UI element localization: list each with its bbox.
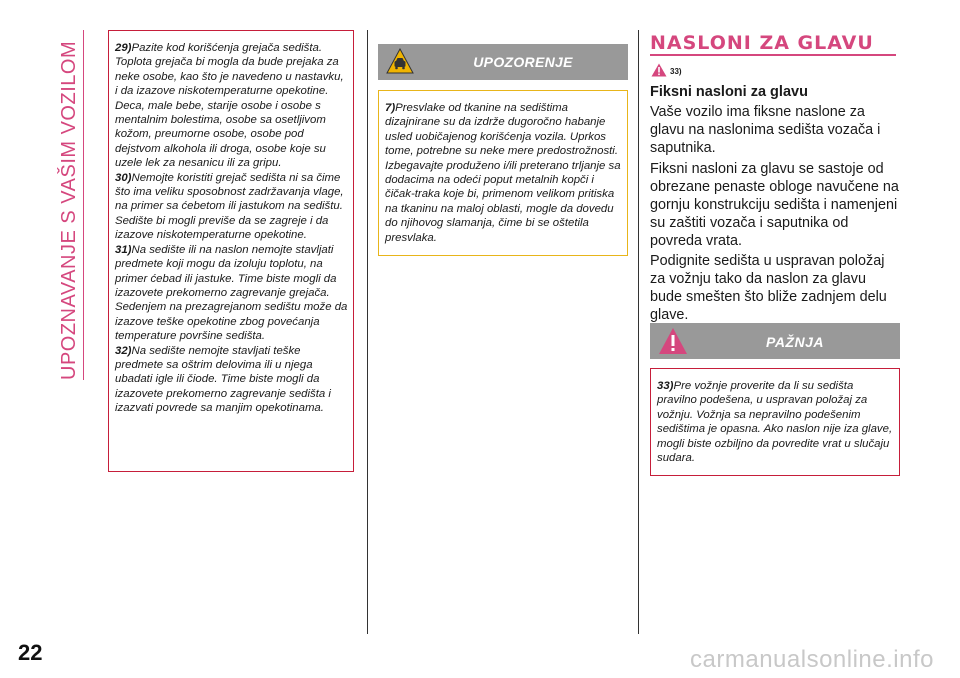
section-paragraph-1: Vaše vozilo ima fiksne naslone za glavu na naslonima sedišta vozača i saputnika. [650, 104, 881, 156]
page-number: 22 [18, 640, 43, 665]
note-32: 32)Na sedište nemojte stavljati teške predmete sa oštrim delovima ili u njega ubadati igle ili čiode. Time biste mogli da izazovete prekomerno zagrevanje sedišta i izazvati povrede sa manjim opekotinama. [115, 344, 331, 415]
section-paragraph-2: Fiksni nasloni za glavu se sastoje od obrezane penaste obloge navučene na gornju konstrukciju sedišta i namenjeni su zaštiti vozača i saputnika od povreda vrata. [650, 161, 899, 249]
warning-text: 7)Presvlake od tkanine na sedištima dizajnirane su da izdrže dugoročno habanje usled uobičajenog korišćenja vozila. Uprkos tome, potrebne su neke mere predostrožnosti. Izbegavajte produženo i/ili preterano trljanje sa dodacima na odeći poput metalnih kopči i čičak-traka koje bi, primenom velikom pritiska na tkaninu na maloj oblasti, mogle da dovedu do njihovog slamanja, čime bi se oštetila presvlaka. [385, 102, 621, 244]
caution-title: PAŽNJA [766, 334, 824, 350]
caution-header [650, 323, 900, 359]
column-divider-1 [367, 30, 368, 634]
column-divider-2 [638, 30, 639, 634]
chapter-title: UPOZNAVANJE S VAŠIM VOZILOM [58, 40, 80, 380]
caution-box [650, 368, 900, 476]
danger-reference-number: 33) [670, 67, 682, 76]
section-title: NASLONI ZA GLAVU [650, 32, 874, 54]
note-30: 30)Nemojte koristiti grejač sedišta ni sa čime što ima veliku sposobnost zadržavanja vlage, na primer sa ćebetom ili jastukom na sedištu. Sedište bi mogli previše da se zagreje i da izazove niskotemperaturne opekotine. [115, 171, 344, 242]
note-31: 31)Na sedište ili na naslon nemojte stavljati predmete koji mogu da izoluju toplotu, na primer ćebad ili jastuke. Time biste mogli da izazovete prekomerno zagrevanje grejača. Sedenjem na prezagrejanom sedištu može da izazove teške opekotine zbog povećanja temperature površine sedišta. [115, 243, 348, 343]
caution-text: 33)Pre vožnje proverite da li su sedišta pravilno podešena, u uspravan položaj za vožnju. Vožnja sa nepravilno podešenim sedištima je opasna. Ako naslon nije iza glave, mogli biste ozbiljno da povredite vrat u slučaju sudara. [657, 380, 893, 465]
warning-box [378, 90, 628, 256]
sidebar-divider [83, 30, 84, 380]
section-title-rule [650, 54, 896, 56]
section-subtitle: Fiksni nasloni za glavu [650, 84, 808, 100]
warning-title: UPOZORENJE [473, 54, 573, 70]
warning-header [378, 44, 628, 80]
notes-box [108, 30, 354, 472]
watermark: carmanualsonline.info [690, 646, 934, 673]
section-paragraph-3: Podignite sedišta u uspravan položaj za vožnju tako da naslon za glavu bude smešten što bliže zadnjem delu glave. [650, 253, 887, 323]
note-29: 29)Pazite kod korišćenja grejača sedišta. Toplota grejača bi mogla da bude prejaka za neke osobe, kao što je navedeno u nastavku, i da izazove niskotemperaturne opekotine. Deca, male bebe, starije osobe i osobe s mentalnim bolestima, osobe sa osetljivom kožom, preumorne osobe, osobe pod dejstvom alkohola ili droga, osobe koje su uzele lek za nesanicu ili za gripu. [115, 42, 344, 170]
danger-reference-icon [651, 63, 667, 77]
